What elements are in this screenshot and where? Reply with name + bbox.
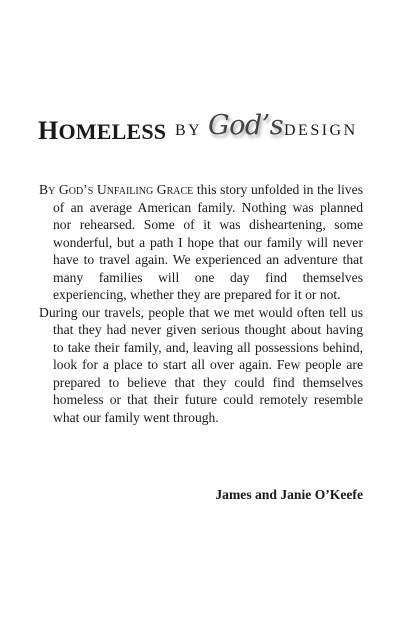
title-gods-script: God’s — [208, 110, 284, 141]
title-homeless-initial: H — [38, 116, 59, 145]
author-signature: James and Janie O’Keefe — [215, 487, 363, 502]
paragraph-1 — [39, 181, 363, 304]
title-homeless-rest: OMELESS — [58, 119, 167, 144]
title-design: DESIGN — [284, 122, 358, 139]
body-text — [39, 181, 363, 426]
paragraph-text: During our travels, people that we met would often tell us that they had never given serious thought about having to take their family, and, leaving all possessions behind, look for a place to start all over again. Few people are prepared to believe that they could find themselves homeless or that their future could remotely resemble what our family went through. — [39, 304, 363, 425]
paragraph-lead: By God’s Unfailing Grace — [39, 182, 194, 197]
book-title — [38, 110, 378, 162]
title-homeless — [38, 116, 166, 146]
title-by: BY — [175, 122, 203, 139]
paragraph-text: this story unfolded in the lives of an average American family. Nothing was planned nor rehearsed. Some of it was disheartening, some wonderful, but a path I hope that our family will never have to travel again. We experienced an adventure that many families will one day find themselves experiencing, whether they are prepared for it or not. — [53, 182, 363, 302]
paragraph-2 — [39, 304, 363, 427]
